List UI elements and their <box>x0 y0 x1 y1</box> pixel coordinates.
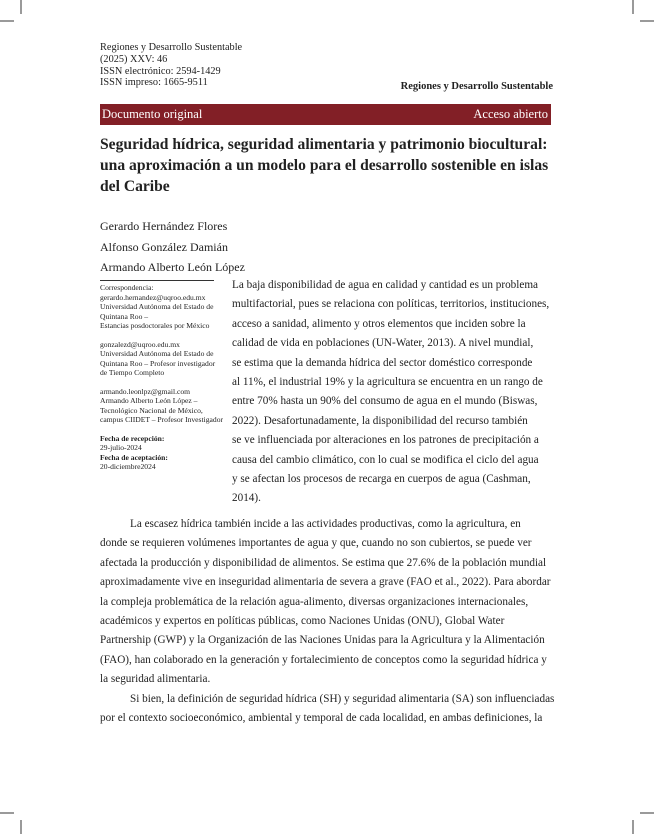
sidebar-divider <box>100 280 214 281</box>
author-email[interactable]: armando.leonlpz@gmail.com <box>100 386 191 396</box>
title-line: una aproximación a un modelo para el desarrollo sostenible en islas <box>100 157 549 174</box>
text-line: por el contexto socioeconómico, ambiental y temporal de cada localidad, en ambas definiciones, la <box>100 712 543 725</box>
text-line: donde se requieren volúmenes importantes de agua y que, cuando no son cubiertos, se puede ver <box>100 537 532 550</box>
affiliation-line: Universidad Autónoma del Estado de <box>100 302 214 311</box>
paragraph-3 <box>100 690 555 729</box>
body-paragraphs <box>100 515 555 728</box>
text-line: 2014). <box>232 492 261 505</box>
correspondence-sidebar <box>100 283 235 472</box>
author-email[interactable]: gonzalezd@uqroo.edu.mx <box>100 339 180 349</box>
text-line: acceso a sanidad, alimento y otros elementos que inciden sobre la <box>232 317 526 330</box>
author-email[interactable]: gerardo.hernandez@uqroo.edu.mx <box>100 292 206 302</box>
journal-name-right: Regiones y Desarrollo Sustentable <box>400 81 553 92</box>
journal-name: Regiones y Desarrollo Sustentable <box>100 42 243 53</box>
affiliation-line: Quintana Roo – <box>100 311 149 321</box>
issn-electronic: ISSN electrónico: 2594-1429 <box>100 65 221 77</box>
text-line: multifactorial, pues se relaciona con políticas, territorios, instituciones, <box>232 298 550 311</box>
title-line: Seguridad hídrica, seguridad alimentaria y patrimonio biocultural: <box>100 136 548 153</box>
text-line: la seguridad alimentaria. <box>100 673 211 686</box>
open-access-label: Acceso abierto <box>473 107 548 121</box>
author-list <box>100 216 245 278</box>
crop-mark-bl-v <box>20 820 22 834</box>
crop-mark-tl-v <box>20 0 22 14</box>
affiliation-line: campus CIIDET – Profesor Investigador <box>100 415 224 424</box>
journal-meta <box>100 42 242 89</box>
paragraph-2 <box>100 515 555 690</box>
author: Armando Alberto León López <box>100 260 245 274</box>
text-line: Si bien, la definición de seguridad hídrica (SH) y seguridad alimentaria (SA) son influenciadas <box>130 692 555 705</box>
affiliation-line: Quintana Roo – Profesor investigador <box>100 358 216 368</box>
text-line: La escasez hídrica también incide a las actividades productivas, como la agricultura, en <box>130 518 521 530</box>
text-line: entre 70% hasta un 90% del consumo de agua en el mundo (Biswas, <box>232 395 538 408</box>
author: Gerardo Hernández Flores <box>100 219 228 233</box>
affiliation-block-1 <box>100 293 235 331</box>
text-line: la compleja problemática de la relación agua-alimento, diversas organizaciones internacionales, <box>100 595 529 608</box>
affiliation-line: Universidad Autónoma del Estado de <box>100 349 214 358</box>
text-line: aproximadamente vive en inseguridad alimentaria de severa a grave (FAO et al., 2022). Para abordar <box>100 576 551 589</box>
crop-mark-tr-v <box>632 0 634 14</box>
accepted-date: 20-diciembre2024 <box>100 462 156 471</box>
author: Alfonso González Damián <box>100 239 228 254</box>
crop-mark-bl-h <box>0 812 14 814</box>
text-line: afectada la producción y disponibilidad de alimentos. Se estima que 27.6% de la población mundial <box>100 556 547 569</box>
affiliation-block-3 <box>100 387 235 425</box>
text-line: al 11%, el industrial 19% y la agricultura se encuentra en un rango de <box>232 376 543 389</box>
journal-volume: (2025) XXV: 46 <box>100 53 168 65</box>
title-line: del Caribe <box>100 178 170 195</box>
document-type-banner <box>100 104 551 125</box>
received-date: 29-julio-2024 <box>100 443 142 452</box>
text-line: La baja disponibilidad de agua en calidad y cantidad es un problema <box>232 279 538 291</box>
affiliation-line: Estancias posdoctorales por México <box>100 321 210 330</box>
text-line: se estima que la demanda hídrica del sector doméstico corresponde <box>232 356 533 369</box>
dates-block <box>100 434 235 472</box>
affiliation-line: Tecnológico Nacional de México, <box>100 405 203 415</box>
crop-mark-tl-h <box>0 20 14 22</box>
received-label: Fecha de recepción: <box>100 433 165 443</box>
text-line: académicos y expertos en políticas públicas, como Naciones Unidas (ONU), Global Water <box>100 615 505 628</box>
text-line: Partnership (GWP) y la Organización de las Naciones Unidas para la Agricultura y la Alimentación <box>100 634 545 647</box>
crop-mark-tr-h <box>640 20 654 22</box>
text-line: 2022). Desafortunadamente, la disponibilidad del recurso también <box>232 414 528 427</box>
accepted-label: Fecha de aceptación: <box>100 452 168 462</box>
document-type-label: Documento original <box>102 107 203 121</box>
text-line: calidad de vida en poblaciones (UN-Water, 2013). A nivel mundial, <box>232 337 534 350</box>
text-line: y se afectan los procesos de recarga en cuerpos de agua (Cashman, <box>232 473 531 486</box>
correspondence-label: Correspondencia: <box>100 283 154 292</box>
article-title <box>100 134 555 197</box>
text-line: se ve influenciada por alteraciones en los patrones de precipitación a <box>232 434 539 447</box>
affiliation-line: de Tiempo Completo <box>100 368 165 377</box>
affiliation-block-2 <box>100 340 235 378</box>
issn-print: ISSN impreso: 1665-9511 <box>100 77 208 89</box>
affiliation-line: Armando Alberto León López – <box>100 396 198 405</box>
intro-paragraph <box>232 276 554 509</box>
text-line: causa del cambio climático, con lo cual se modifica el ciclo del agua <box>232 453 539 466</box>
crop-mark-br-h <box>640 812 654 814</box>
crop-mark-br-v <box>632 820 634 834</box>
text-line: (FAO), han colaborado en la generación y fortalecimiento de conceptos como la seguridad hídrica y <box>100 653 547 666</box>
